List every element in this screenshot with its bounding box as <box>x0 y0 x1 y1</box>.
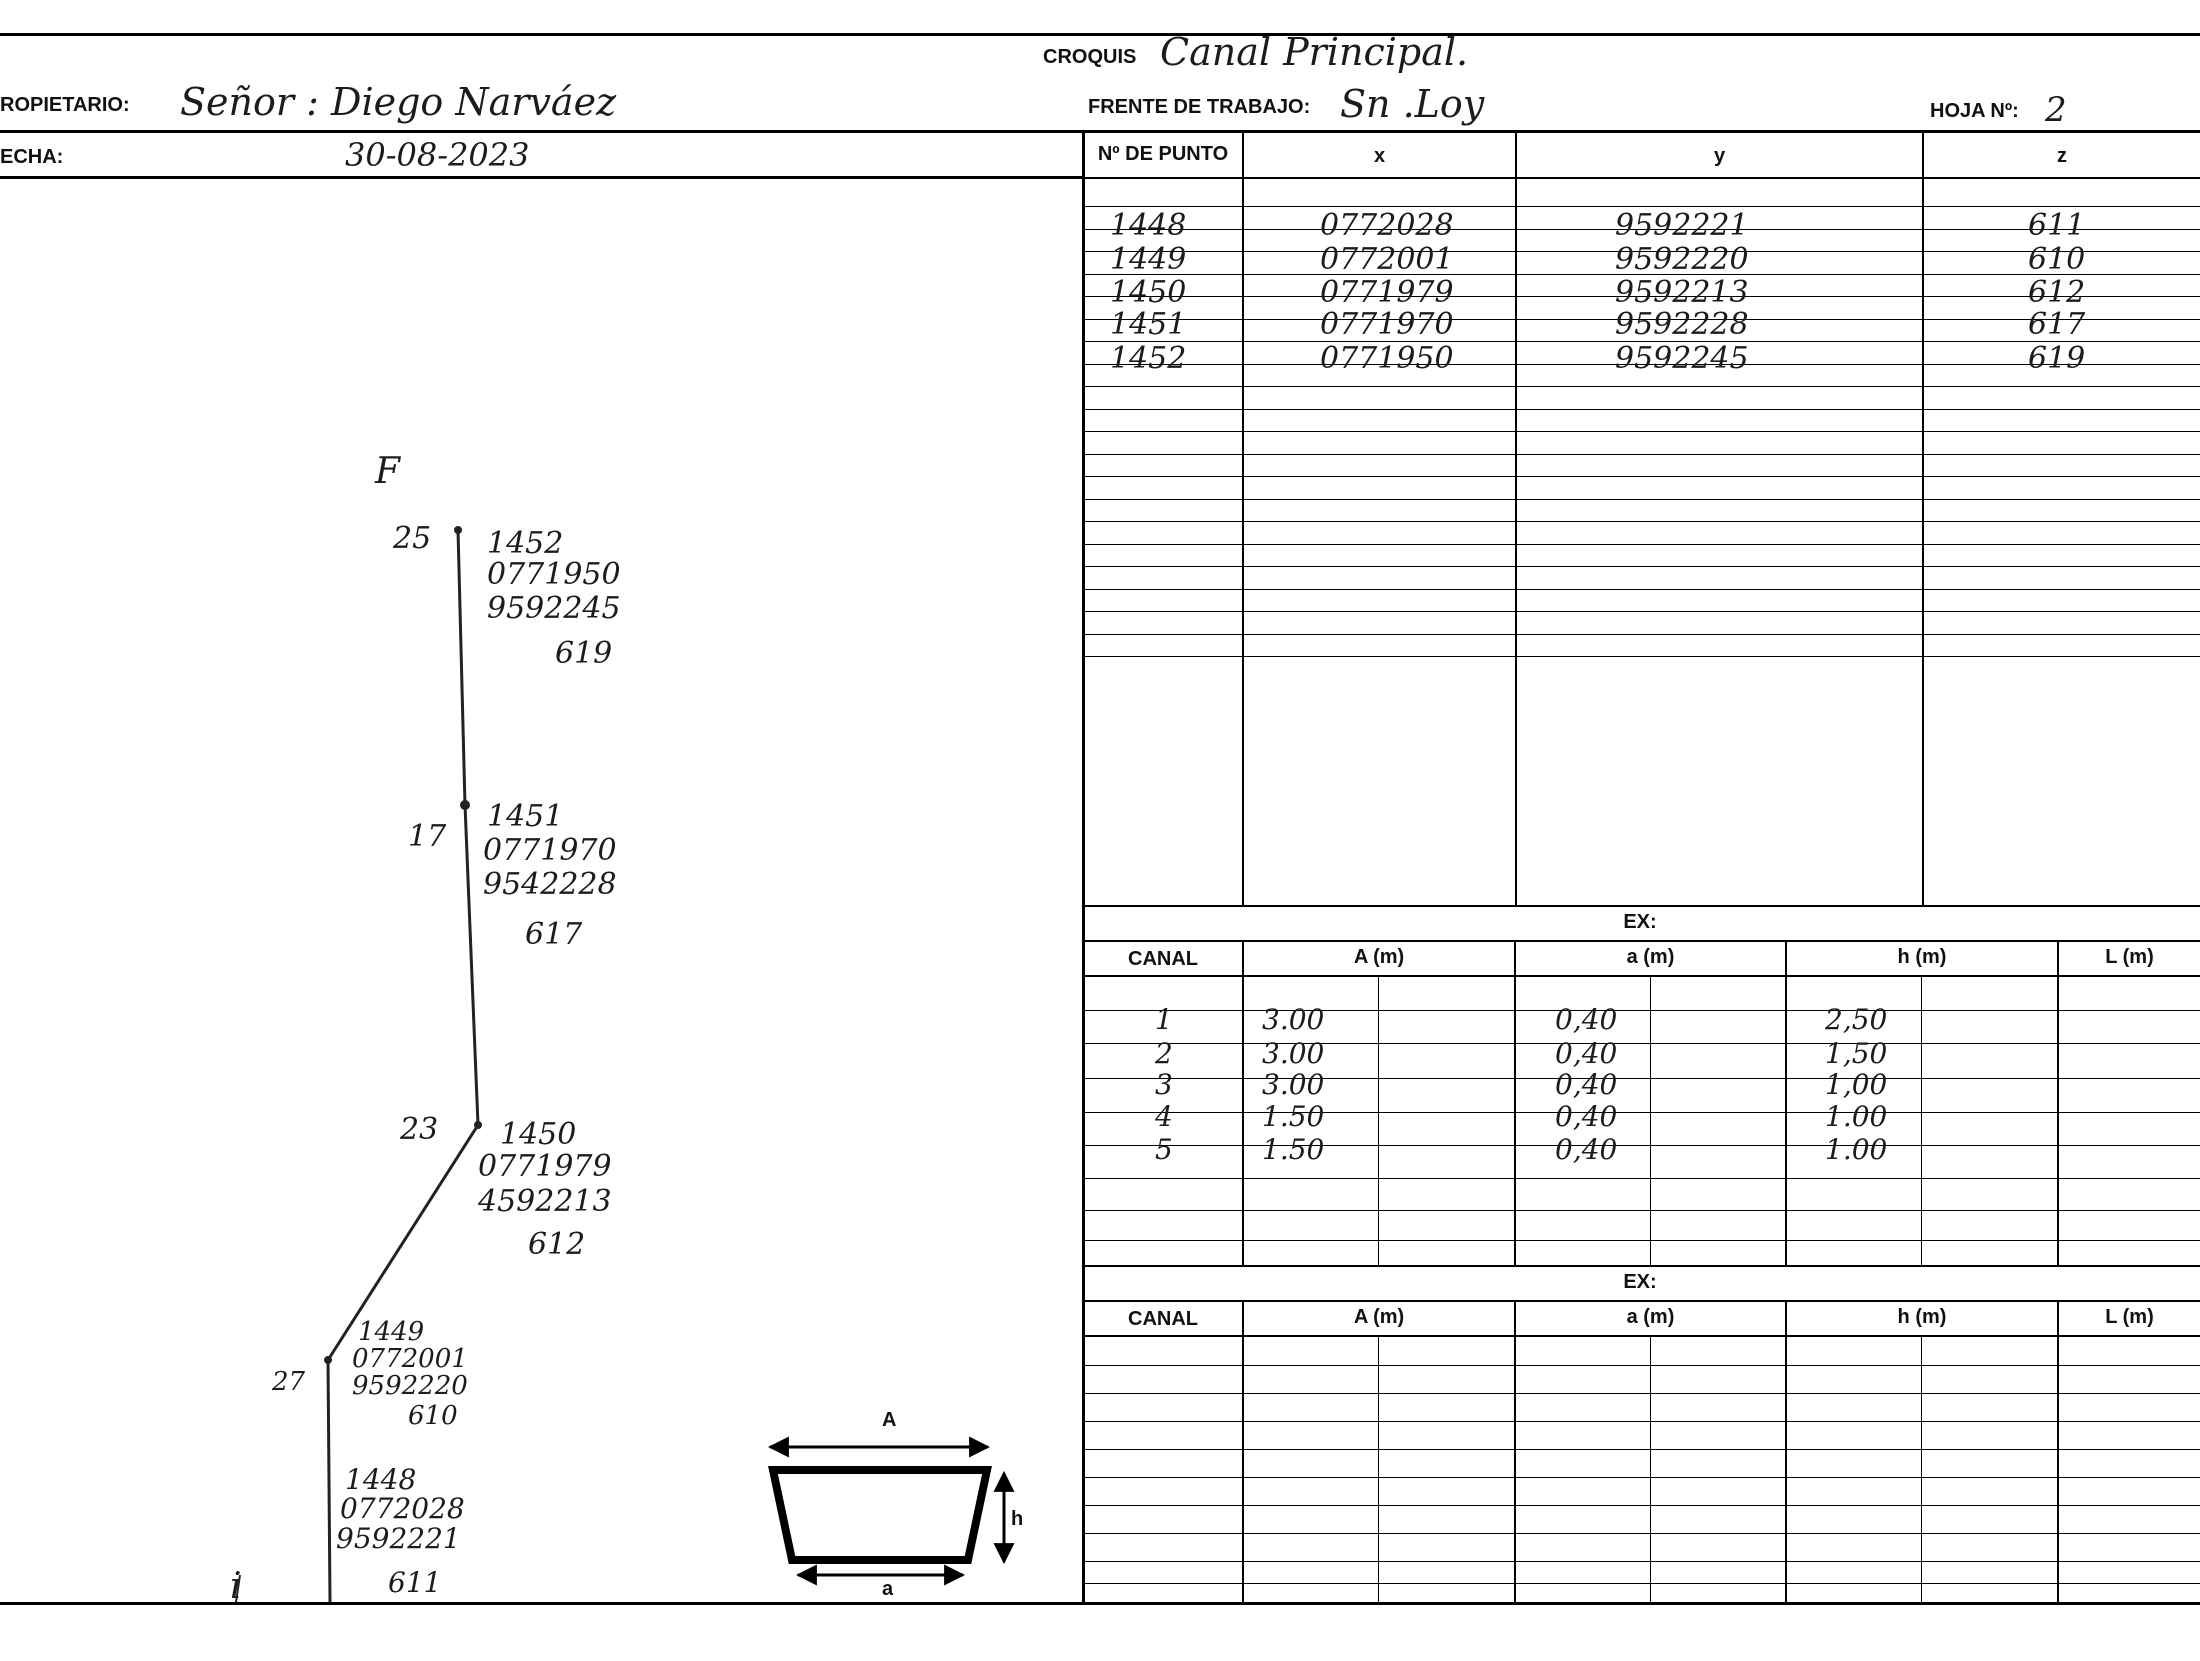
canal1-grid-line <box>1082 1178 2200 1179</box>
canal1-cell-r0-c0: 1 <box>1155 1003 1173 1036</box>
canal1-cell-r3-c0: 4 <box>1155 1100 1173 1133</box>
canal2-header-A: A (m) <box>1353 1306 1405 1328</box>
canal2-grid-line <box>1082 1393 2200 1394</box>
canal2-header-canal: CANAL <box>1128 1308 1198 1330</box>
canal1-header-top <box>1082 940 2200 942</box>
canal1-cell-r2-c1: 3.00 <box>1262 1068 1325 1101</box>
points-cell-r1-c3: 610 <box>2028 242 2086 277</box>
canal1-header-A: A (m) <box>1353 946 1405 968</box>
canal1-header-h: h (m) <box>1897 946 1947 968</box>
canal1-ex-label: EX: <box>1623 911 1657 933</box>
canal1-cell-r1-c0: 2 <box>1155 1037 1173 1070</box>
canal2-header-h: h (m) <box>1897 1306 1947 1328</box>
points-header-z: z <box>2057 145 2067 167</box>
canal1-cell-r4-c3: 1.00 <box>1825 1133 1888 1166</box>
points-col-z <box>1922 130 1924 905</box>
frente-label: FRENTE DE TRABAJO: <box>1088 96 1311 118</box>
points-cell-r1-c2: 9592220 <box>1615 242 1749 277</box>
canal1-grid-line <box>1082 1043 2200 1044</box>
points-header-y: y <box>1713 145 1726 167</box>
point-1450-x: 0771979 <box>478 1149 612 1184</box>
points-col-y <box>1515 130 1517 905</box>
point-1450-id: 1450 <box>500 1117 577 1152</box>
propietario-value: Señor : Diego Narváez <box>180 80 617 124</box>
diagram-label-A: A <box>882 1409 897 1431</box>
canal1-cell-r1-c1: 3.00 <box>1262 1037 1325 1070</box>
canal2-col-h <box>1785 1300 1787 1602</box>
canal1-top <box>1082 905 2200 907</box>
points-grid-line <box>1082 476 2200 477</box>
point-1451-x: 0771970 <box>483 833 617 868</box>
canal1-cell-r0-c1: 3.00 <box>1262 1003 1325 1036</box>
canal1-cell-r1-c3: 1,50 <box>1825 1037 1888 1070</box>
canal1-header-a: a (m) <box>1626 946 1675 968</box>
sketch-start-marker: i <box>230 1566 242 1607</box>
point-1449-y: 9592220 <box>352 1371 468 1401</box>
croquis-value: Canal Principal. <box>1160 30 1469 74</box>
fecha-label: ECHA: <box>0 146 64 168</box>
canal1-grid-line <box>1082 1210 2200 1211</box>
canal1-cell-r3-c2: 0,40 <box>1555 1100 1618 1133</box>
points-grid-line <box>1082 566 2200 567</box>
point-1448-z: 611 <box>388 1566 442 1599</box>
canal1-col-a <box>1514 940 1516 1265</box>
hoja-label: HOJA Nº: <box>1930 100 2019 122</box>
canal2-sub-A <box>1378 1337 1379 1602</box>
canal2-grid-line <box>1082 1583 2200 1584</box>
canal1-cell-r3-c3: 1.00 <box>1825 1100 1888 1133</box>
points-cell-r0-c0: 1448 <box>1110 208 1187 243</box>
canal1-cell-r3-c1: 1.50 <box>1262 1100 1325 1133</box>
points-cell-r3-c3: 617 <box>2028 307 2086 342</box>
points-grid-line <box>1082 634 2200 635</box>
canal1-sub-a <box>1650 977 1651 1265</box>
canal2-header-top <box>1082 1300 2200 1302</box>
station-point-17 <box>460 800 470 810</box>
canal1-grid-line <box>1082 1145 2200 1146</box>
points-grid-line <box>1082 499 2200 500</box>
points-cell-r4-c3: 619 <box>2028 341 2086 376</box>
croquis-label: CROQUIS <box>1043 46 1137 68</box>
canal1-grid-line <box>1082 1010 2200 1011</box>
canal2-sub-a <box>1650 1337 1651 1602</box>
canal1-header-L: L (m) <box>2105 946 2154 968</box>
canal1-cell-r0-c3: 2,50 <box>1825 1003 1888 1036</box>
points-grid-line <box>1082 409 2200 410</box>
canal2-grid-line <box>1082 1449 2200 1450</box>
points-cell-r1-c1: 0772001 <box>1320 242 1454 277</box>
station-point-25 <box>454 526 462 534</box>
station-23-label: 23 <box>400 1112 439 1147</box>
points-cell-r0-c3: 611 <box>2028 208 2086 243</box>
point-1452-x: 0771950 <box>487 557 621 592</box>
point-1449-x: 0772001 <box>352 1344 468 1374</box>
diagram-label-a: a <box>882 1578 894 1600</box>
point-1452-y: 9592245 <box>487 591 621 626</box>
points-cell-r4-c0: 1452 <box>1110 341 1187 376</box>
points-cell-r2-c2: 9592213 <box>1615 275 1749 310</box>
canal2-grid-line <box>1082 1561 2200 1562</box>
diagram-label-h: h <box>1011 1508 1024 1530</box>
canal1-grid-line <box>1082 1078 2200 1079</box>
point-1448-x: 0772028 <box>340 1492 465 1525</box>
canal1-cell-r2-c2: 0,40 <box>1555 1068 1618 1101</box>
point-1452-z: 619 <box>555 636 613 671</box>
points-grid-line <box>1082 589 2200 590</box>
canal1-header-bottom <box>1082 975 2200 977</box>
points-header-punto: Nº DE PUNTO <box>1097 143 1229 165</box>
point-1451-y: 9542228 <box>483 867 617 902</box>
points-cell-r2-c1: 0771979 <box>1320 275 1454 310</box>
points-header-bottom <box>1082 177 2200 179</box>
point-1452-id: 1452 <box>487 526 564 561</box>
station-25-label: 25 <box>393 521 432 556</box>
points-cell-r0-c1: 0772028 <box>1320 208 1454 243</box>
canal2-top <box>1082 1265 2200 1267</box>
canal2-grid-line <box>1082 1421 2200 1422</box>
points-grid-line <box>1082 386 2200 387</box>
points-grid-line <box>1082 544 2200 545</box>
points-cell-r3-c2: 9592228 <box>1615 307 1749 342</box>
canal2-grid-line <box>1082 1505 2200 1506</box>
fecha-value: 30-08-2023 <box>345 136 530 174</box>
main-divider <box>1082 130 1085 1602</box>
canal1-sub-A <box>1378 977 1379 1265</box>
canal1-sub-h <box>1921 977 1922 1265</box>
points-cell-r4-c1: 0771950 <box>1320 341 1454 376</box>
canal1-grid-line <box>1082 1112 2200 1113</box>
point-1448-y: 9592221 <box>336 1522 461 1555</box>
canal2-header-L: L (m) <box>2105 1306 2154 1328</box>
canal1-cell-r4-c2: 0,40 <box>1555 1133 1618 1166</box>
station-point-27 <box>324 1356 332 1364</box>
points-cell-r2-c3: 612 <box>2028 275 2086 310</box>
points-col-x <box>1242 130 1244 905</box>
points-header-x: x <box>1373 145 1386 167</box>
points-cell-r1-c0: 1449 <box>1110 242 1187 277</box>
canal2-ex-label: EX: <box>1623 1271 1657 1293</box>
canal2-grid-line <box>1082 1365 2200 1366</box>
canal1-cell-r1-c2: 0,40 <box>1555 1037 1618 1070</box>
point-1450-z: 612 <box>528 1227 586 1262</box>
canal1-cell-r4-c1: 1.50 <box>1262 1133 1325 1166</box>
point-1451-id: 1451 <box>487 799 564 834</box>
points-cell-r0-c2: 9592221 <box>1615 208 1749 243</box>
points-grid-line <box>1082 611 2200 612</box>
canal-path-line <box>328 530 478 1602</box>
canal2-col-A <box>1242 1300 1244 1602</box>
point-1449-id: 1449 <box>358 1317 425 1347</box>
points-cell-r2-c0: 1450 <box>1110 275 1187 310</box>
propietario-label: ROPIETARIO: <box>0 94 130 116</box>
canal1-cell-r2-c3: 1,00 <box>1825 1068 1888 1101</box>
point-1451-z: 617 <box>525 917 583 952</box>
canal2-header-a: a (m) <box>1626 1306 1675 1328</box>
point-1448-id: 1448 <box>345 1463 417 1496</box>
point-1450-y: 4592213 <box>478 1184 612 1219</box>
canal2-header-bottom <box>1082 1335 2200 1337</box>
points-cell-r3-c1: 0771970 <box>1320 307 1454 342</box>
points-grid-line <box>1082 454 2200 455</box>
station-27-label: 27 <box>272 1367 306 1397</box>
canal1-cell-r0-c2: 0,40 <box>1555 1003 1618 1036</box>
canal1-cell-r4-c0: 5 <box>1155 1133 1173 1166</box>
canal2-grid-line <box>1082 1477 2200 1478</box>
canal2-col-L <box>2057 1300 2059 1602</box>
points-grid-line <box>1082 521 2200 522</box>
frente-value: Sn .Loy <box>1340 82 1485 126</box>
hoja-value: 2 <box>2045 90 2067 130</box>
canal2-sub-h <box>1921 1337 1922 1602</box>
sketch-end-marker: F <box>375 451 400 492</box>
canal1-col-h <box>1785 940 1787 1265</box>
canal1-header-canal: CANAL <box>1128 948 1198 970</box>
station-17-label: 17 <box>408 819 447 854</box>
points-cell-r3-c0: 1451 <box>1110 307 1187 342</box>
canal1-col-L <box>2057 940 2059 1265</box>
points-grid-line <box>1082 206 2200 207</box>
station-point-23 <box>474 1121 482 1129</box>
points-grid-line <box>1082 431 2200 432</box>
canal2-grid-line <box>1082 1533 2200 1534</box>
points-cell-r4-c2: 9592245 <box>1615 341 1749 376</box>
canal2-col-a <box>1514 1300 1516 1602</box>
canal1-cell-r2-c0: 3 <box>1155 1068 1173 1101</box>
points-grid-line <box>1082 656 2200 657</box>
canal1-grid-line <box>1082 1240 2200 1241</box>
point-1449-z: 610 <box>408 1401 458 1431</box>
canal1-col-A <box>1242 940 1244 1265</box>
